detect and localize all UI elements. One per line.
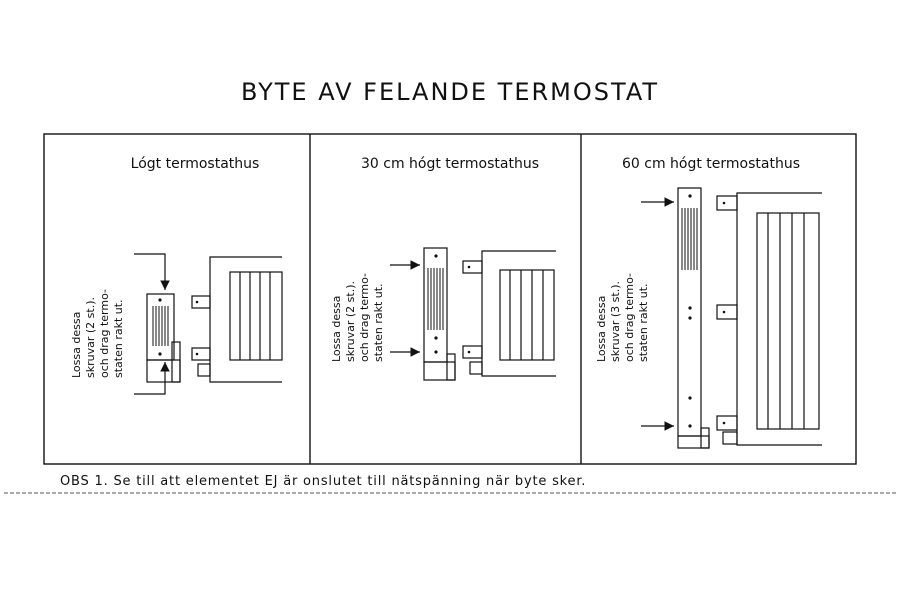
panel-1-screw-bottom	[158, 352, 161, 355]
panel-2-radiator	[463, 251, 556, 376]
svg-text:och drag termo-: och drag termo-	[358, 273, 371, 362]
svg-text:skruvar (2 st.).: skruvar (2 st.).	[344, 281, 357, 362]
panel-2-screw	[434, 336, 437, 339]
panel-3-instruction	[595, 273, 650, 362]
panel-2-arrows	[390, 265, 420, 352]
panel-3-heading: 60 cm hógt termostathus	[621, 156, 801, 172]
panel-3-screw-top	[688, 194, 691, 197]
panel-3-radiator	[717, 193, 822, 445]
panel-1-grill	[153, 306, 168, 346]
svg-text:staten rakt ut.: staten rakt ut.	[372, 283, 385, 362]
svg-text:skruvar (3 st.).: skruvar (3 st.).	[609, 281, 622, 362]
panel-2-screw-bottom	[434, 350, 437, 353]
footnote: OBS 1. Se till att elementet EJ är onslutet till nätspänning när byte sker.	[60, 474, 587, 489]
panel-1-thermostat	[147, 294, 180, 382]
panel-3-grill	[682, 208, 697, 270]
svg-text:staten rakt ut.: staten rakt ut.	[637, 283, 650, 362]
panel-3-screw	[688, 316, 691, 319]
panel-3-screw	[688, 396, 691, 399]
panel-3-bracket-dot	[723, 202, 726, 205]
svg-text:och drag termo-: och drag termo-	[623, 273, 636, 362]
svg-text:Lossa dessa: Lossa dessa	[330, 295, 343, 362]
panel-frame	[44, 134, 856, 464]
panel-1-arrows	[134, 254, 165, 394]
svg-text:staten rakt ut.: staten rakt ut.	[112, 299, 125, 378]
panel-1-screw-top	[158, 298, 161, 301]
svg-text:skruvar (2 st.).: skruvar (2 st.).	[84, 297, 97, 378]
svg-text:Lossa dessa: Lossa dessa	[70, 311, 83, 378]
panel-2-screw-top	[434, 254, 437, 257]
panel-1-radiator	[192, 257, 282, 382]
panel-1-instruction	[70, 289, 125, 378]
svg-text:och drag termo-: och drag termo-	[98, 289, 111, 378]
panel-1-heading: Lógt termostathus	[130, 156, 260, 172]
svg-text:Lossa dessa: Lossa dessa	[595, 295, 608, 362]
panel-2-bracket-dot	[468, 266, 471, 269]
panel-1-bracket-dot	[196, 301, 199, 304]
panel-3-screw-bottom	[688, 424, 691, 427]
panel-1-bracket-dot	[196, 353, 199, 356]
panel-3-bracket-dot	[723, 311, 726, 314]
panel-2-instruction	[330, 273, 385, 362]
panel-3-screw-middle	[688, 306, 691, 309]
panel-2-grill	[428, 268, 443, 330]
panel-2-bracket-dot	[468, 351, 471, 354]
panel-2-heading: 30 cm hógt termostathus	[360, 156, 540, 172]
page-title: BYTE AV FELANDE TERMOSTAT	[240, 78, 660, 106]
panel-3-bracket-dot	[723, 422, 726, 425]
